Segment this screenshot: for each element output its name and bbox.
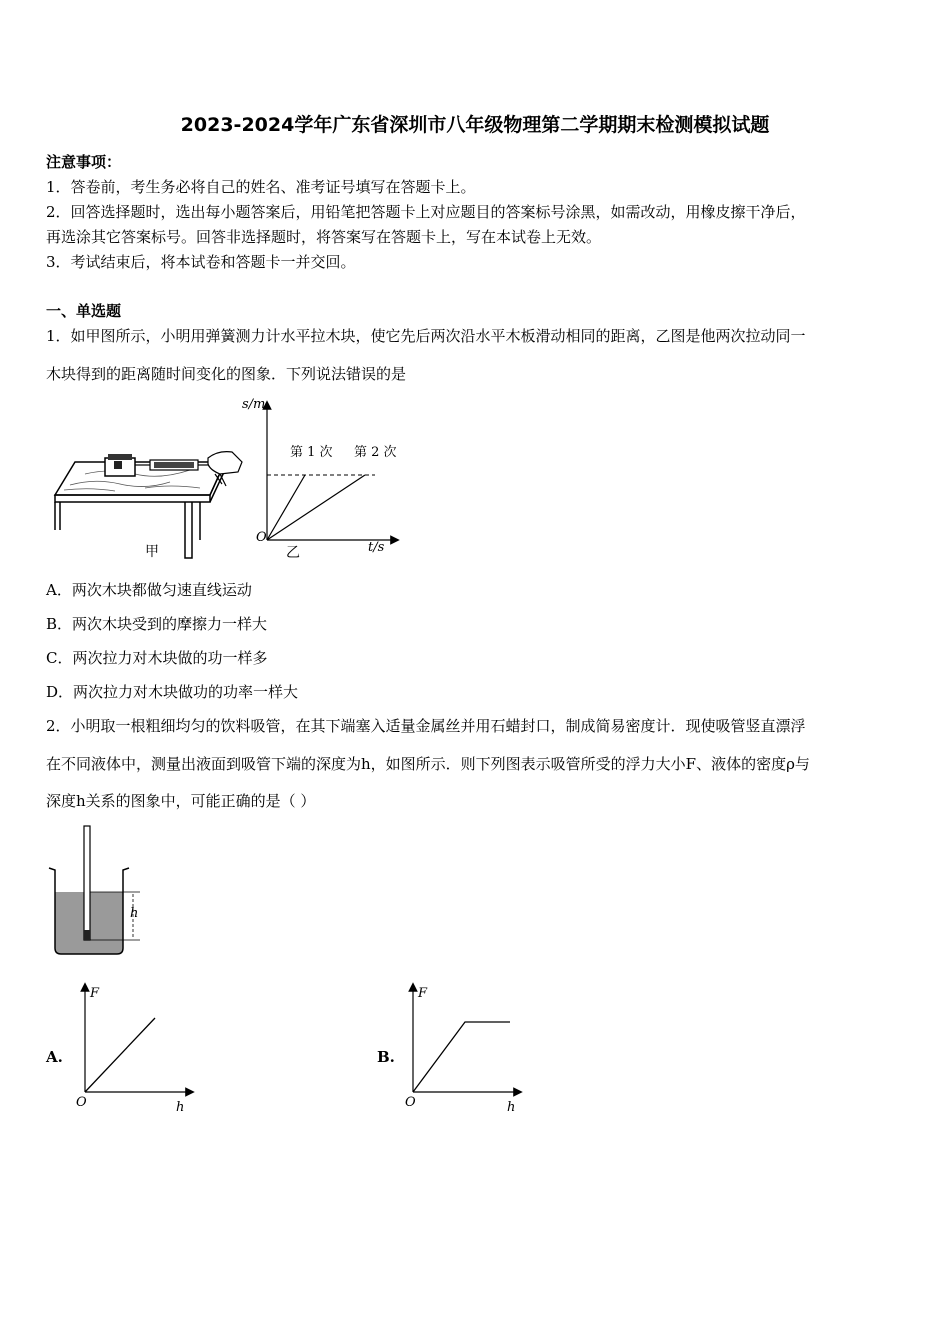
q2-stem-line-2: 在不同液体中，测量出液面到吸管下端的深度为h，如图所示．则下列图表示吸管所受的浮力大小F、液体的密度ρ与 <box>46 755 810 773</box>
notice-item-2-line-1: 2．回答选择题时，选出每小题答案后，用铅笔把答题卡上对应题目的答案标号涂黑，如需改动，用橡皮擦干净后， <box>46 203 806 221</box>
legend-trial-2: 第 2 次 <box>354 445 397 460</box>
s-axis-label: s/m <box>242 397 266 412</box>
fig-yi-label: 乙 <box>286 545 300 561</box>
q2-beaker-figure <box>45 822 155 958</box>
graph-b-y-label: F <box>418 986 428 1001</box>
graph-line <box>85 1018 155 1092</box>
graph-line <box>413 1022 510 1092</box>
q1-figure-yi-graph <box>255 395 405 555</box>
graph-b-x-label: h <box>507 1100 516 1115</box>
page-title: 2023-2024学年广东省深圳市八年级物理第二学期期末检测模拟试题 <box>180 114 770 136</box>
q1-stem-line-1: 1．如甲图所示，小明用弹簧测力计水平拉木块，使它先后两次沿水平木板滑动相同的距离，乙图是他两次拉动同一 <box>46 327 806 345</box>
origin-label: O <box>256 530 267 545</box>
t-axis-label: t/s <box>368 540 385 555</box>
straw <box>84 826 90 940</box>
q2-stem-line-1: 2．小明取一根粗细均匀的饮料吸管，在其下端塞入适量金属丝并用石蜡封口，制成简易密度计．现使吸管竖直漂浮 <box>46 717 806 735</box>
q1-option-d: D．两次拉力对木块做功的功率一样大 <box>46 683 299 701</box>
trial-1-line <box>267 475 305 540</box>
hand <box>208 452 242 486</box>
notice-item-3: 3．考试结束后，将本试卷和答题卡一并交回。 <box>46 253 356 271</box>
graph-a-x-label: h <box>176 1100 185 1115</box>
graph-a-origin: O <box>76 1095 87 1110</box>
q2-stem-line-3: 深度h关系的图象中，可能正确的是（ ） <box>46 792 316 810</box>
fig-jia-label: 甲 <box>145 544 159 560</box>
q1-figure-jia <box>50 440 250 560</box>
legend-trial-1: 第 1 次 <box>290 445 333 460</box>
q1-option-c: C．两次拉力对木块做的功一样多 <box>46 649 268 667</box>
section-heading: 一、单选题 <box>46 302 122 320</box>
notice-item-1: 1．答卷前，考生务必将自己的姓名、准考证号填写在答题卡上。 <box>46 178 476 196</box>
graph-a-y-label: F <box>90 986 100 1001</box>
straw-plug <box>84 930 90 940</box>
q1-stem-line-2: 木块得到的距离随时间变化的图象．下列说法错误的是 <box>46 365 407 383</box>
notice-item-2-line-2: 再选涂其它答案标号。回答非选择题时，将答案写在答题卡上，写在本试卷上无效。 <box>46 228 602 246</box>
depth-label: h <box>130 906 139 921</box>
graph-b-origin: O <box>405 1095 416 1110</box>
table-legs <box>55 502 200 558</box>
q2-option-b-label: B. <box>377 1048 395 1066</box>
q2-option-a-label: A. <box>46 1048 63 1066</box>
wooden-block <box>105 454 135 476</box>
table-top <box>55 462 225 502</box>
q1-option-b: B．两次木块受到的摩擦力一样大 <box>46 615 268 633</box>
q1-option-a: A．两次木块都做匀速直线运动 <box>46 581 252 599</box>
trial-2-line <box>267 475 365 540</box>
notice-heading: 注意事项： <box>46 153 122 171</box>
